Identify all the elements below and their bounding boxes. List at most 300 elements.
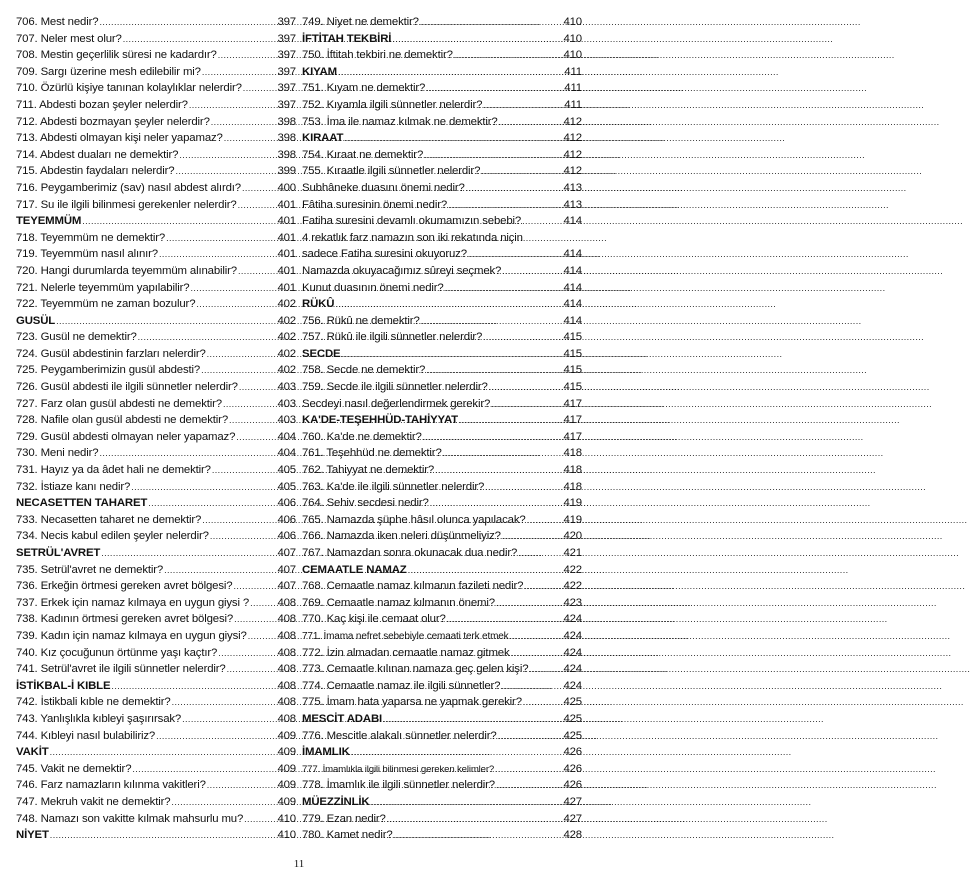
page-number: 11 (293, 858, 305, 870)
toc-page-number: 410 (277, 812, 296, 825)
toc-dot-leader (435, 462, 562, 479)
toc-entry-title: Fâtiha suresinin önemi nedir? (302, 198, 448, 211)
toc-entry (302, 280, 582, 297)
toc-entry-title: KIRAAT (302, 132, 344, 145)
toc-entry (16, 80, 296, 97)
toc-dot-leader (454, 47, 563, 64)
toc-dot-leader (483, 97, 563, 114)
toc-entry (302, 661, 582, 678)
toc-dot-leader (212, 462, 277, 479)
toc-page-number: 423 (563, 596, 582, 609)
toc-entry-title: SETRÜL'AVRET (16, 547, 101, 559)
toc-entry (302, 595, 582, 612)
toc-page-number: 404 (277, 430, 296, 443)
toc-page-number: 397 (277, 65, 296, 78)
toc-entry-title: 762. Tahiyyat ne demektir? (302, 464, 435, 477)
toc-dot-leader (522, 213, 562, 230)
toc-page-number: 424 (563, 629, 582, 642)
toc-page-number: 407 (277, 547, 296, 559)
toc-page-number: 397 (277, 49, 296, 62)
toc-section-heading (16, 827, 296, 844)
toc-page-number: 403 (277, 414, 296, 427)
toc-entry-title: 760. Ka'de ne demektir? (302, 430, 422, 443)
toc-dot-leader (447, 611, 563, 628)
toc-page-number: 412 (563, 115, 582, 128)
toc-page-number: 409 (277, 746, 296, 759)
toc-page-number: 408 (277, 696, 296, 709)
toc-entry-title: 725. Peygamberimizin gusül abdesti? (16, 364, 201, 377)
toc-page-number: 397 (277, 32, 296, 45)
toc-entry (302, 578, 582, 595)
toc-entry (302, 445, 582, 462)
toc-page-number: 408 (277, 596, 296, 609)
toc-dot-leader (172, 694, 277, 711)
toc-dot-leader (466, 180, 563, 197)
toc-page-number: 414 (563, 264, 582, 277)
toc-entry-title: 766. Namazda iken neleri düşünmeliyiz? (302, 530, 501, 543)
toc-entry-title: 726. Gusül abdesti ile ilgili sünnetler nelerdir? (16, 381, 238, 394)
toc-entry-title: 774. Cemaatle namaz ile ilgili sünnetler? (302, 679, 501, 692)
toc-entry-title: 709. Sargı üzerine mesh edilebilir mi? (16, 65, 201, 78)
toc-page-number: 417 (563, 414, 582, 427)
toc-entry (302, 628, 582, 645)
toc-dot-leader (426, 80, 563, 97)
toc-dot-leader (498, 728, 563, 745)
toc-entry (302, 396, 582, 413)
toc-entry-title: 719. Teyemmüm nasıl alınır? (16, 248, 158, 261)
toc-page-number: 402 (277, 314, 296, 327)
toc-page-number: 414 (563, 215, 582, 228)
toc-page-number: 405 (277, 480, 296, 493)
toc-dot-leader (423, 429, 563, 446)
toc-entry (16, 396, 296, 413)
toc-dot-leader (394, 827, 563, 844)
toc-dot-leader (502, 528, 563, 545)
toc-entry-title: 708. Mestin geçerlilik süresi ne kadardır? (16, 49, 217, 62)
toc-dot-leader (202, 512, 276, 529)
toc-dot-leader (207, 777, 277, 794)
toc-entry (302, 827, 582, 844)
toc-section-heading (302, 64, 582, 81)
toc-entry (16, 611, 296, 628)
toc-section-heading (16, 313, 296, 330)
toc-dot-leader (175, 163, 276, 180)
toc-entry-title: 751. Kıyam ne demektir? (302, 82, 426, 95)
toc-entry (16, 14, 296, 31)
toc-entry-title: 763. Ka'de ile ilgili sünnetler nelerdir? (302, 480, 485, 493)
toc-page-number: 408 (277, 663, 296, 676)
toc-entry (16, 512, 296, 529)
toc-entry (16, 628, 296, 645)
toc-entry-title: 745. Vakit ne demektir? (16, 762, 132, 775)
toc-entry (302, 462, 582, 479)
toc-entry-title: 733. Necasetten taharet ne demektir? (16, 513, 202, 526)
toc-entry-title: 737. Erkek için namaz kılmaya en uygun giysi ? (16, 596, 250, 609)
toc-dot-leader (210, 528, 277, 545)
toc-entry (302, 47, 582, 64)
toc-page-number: 409 (277, 762, 296, 775)
toc-entry-title: 777. İmamlıkla ilgili bilinmesi gereken kelimler? (302, 763, 495, 775)
toc-page-number: 410 (563, 16, 582, 28)
toc-dot-leader (448, 197, 562, 214)
toc-entry-title: CEMAATLE NAMAZ (302, 563, 407, 576)
toc-entry-title: 758. Secde ne demektir? (302, 364, 426, 377)
toc-entry (302, 97, 582, 114)
toc-entry-title: 739. Kadın için namaz kılmaya en uygun giysi? (16, 629, 247, 642)
toc-dot-leader (164, 562, 276, 579)
toc-entry (302, 329, 582, 346)
toc-page-number: 401 (277, 231, 296, 244)
toc-section-heading (302, 130, 582, 147)
toc-dot-leader (496, 595, 563, 612)
toc-page-number: 424 (563, 679, 582, 692)
toc-dot-leader (50, 744, 277, 761)
toc-entry (16, 761, 296, 778)
toc-entry-title: TEYEMMÜM (16, 215, 82, 228)
toc-entry-title: 779. Ezan nedir? (302, 812, 386, 825)
toc-entry (16, 180, 296, 197)
toc-page-number: 412 (563, 132, 582, 145)
toc-entry-title: 718. Teyemmüm ne demektir? (16, 231, 166, 244)
toc-page-number: 410 (277, 829, 296, 842)
toc-page-number: 411 (564, 98, 582, 111)
toc-entry (302, 147, 582, 164)
toc-dot-leader (244, 811, 276, 828)
toc-page-number: 410 (563, 49, 582, 62)
toc-entry-title: 728. Nafile olan gusül abdesti ne demektir? (16, 414, 229, 427)
toc-entry-title: 776. Mescitle alakalı sünnetler nelerdir? (302, 729, 497, 742)
toc-entry-title: 715. Abdestin faydaları nelerdir? (16, 165, 175, 178)
toc-entry-title: 713. Abdesti olmayan kişi neler yapamaz? (16, 132, 223, 145)
toc-entry (302, 512, 582, 529)
toc-dot-leader (211, 114, 277, 131)
toc-dot-leader (344, 130, 562, 147)
toc-entry (302, 114, 582, 131)
toc-page-number: 408 (277, 712, 296, 725)
toc-section-heading (16, 495, 296, 512)
toc-entry (16, 329, 296, 346)
toc-entry-title: 740. Kız çocuğunun örtünme yaşı kaçtır? (16, 646, 218, 659)
toc-page-number: 408 (277, 679, 296, 692)
toc-entry-title: VAKİT (16, 746, 49, 759)
toc-entry (302, 777, 582, 794)
toc-section-heading (302, 346, 582, 363)
toc-entry-title: 723. Gusül ne demektir? (16, 331, 137, 344)
toc-entry (302, 230, 582, 247)
toc-entry-title: SECDE (302, 347, 341, 360)
toc-section-heading (302, 794, 582, 811)
toc-entry (16, 595, 296, 612)
toc-page-number: 422 (563, 580, 582, 593)
toc-page-number: 425 (563, 696, 582, 709)
toc-page-number: 399 (277, 165, 296, 178)
toc-dot-leader (239, 379, 277, 396)
toc-entry (16, 412, 296, 429)
toc-page-number: 406 (277, 513, 296, 526)
toc-page-number: 415 (563, 381, 582, 394)
toc-section-heading (16, 213, 296, 230)
toc-dot-leader (156, 728, 276, 745)
toc-page-number: 397 (277, 16, 296, 28)
toc-entry-title: 755. Kıraatle ilgili sünnetler nelerdir? (302, 165, 481, 178)
toc-entry (16, 97, 296, 114)
toc-dot-leader (243, 80, 277, 97)
toc-entry-title: 724. Gusül abdestinin farzları nelerdir? (16, 347, 206, 360)
toc-dot-leader (99, 14, 276, 31)
toc-entry-title: 764. Sehiv secdesi nedir? (302, 497, 429, 510)
toc-page-number: 424 (563, 663, 582, 676)
toc-page-number: 419 (563, 513, 582, 526)
toc-entry-title: 720. Hangi durumlarda teyemmüm alınabilir? (16, 264, 237, 277)
toc-dot-leader (132, 761, 276, 778)
toc-entry (302, 545, 582, 562)
toc-entry-title: 765. Namazda şüphe hâsıl olunca yapılacak? (302, 513, 526, 526)
toc-page-number: 408 (277, 613, 296, 626)
toc-page-number: 409 (277, 795, 296, 808)
toc-dot-leader (82, 213, 276, 230)
toc-dot-leader (443, 445, 563, 462)
toc-page-number: 415 (563, 347, 582, 360)
toc-entry-title: 729. Gusül abdesti olmayan neler yapamaz? (16, 430, 236, 443)
toc-entry (16, 346, 296, 363)
toc-page-number: 424 (563, 646, 582, 659)
toc-entry-title: 775. İmam hata yaparsa ne yapmak gerekir? (302, 696, 522, 709)
toc-entry (16, 263, 296, 280)
toc-dot-leader (148, 495, 276, 512)
toc-dot-leader (250, 595, 276, 612)
toc-dot-leader (207, 346, 277, 363)
toc-dot-leader (495, 761, 562, 778)
toc-entry-title: 730. Meni nedir? (16, 447, 99, 460)
toc-dot-leader (182, 711, 276, 728)
toc-entry (302, 14, 582, 31)
toc-page-number: 401 (277, 264, 296, 277)
toc-entry (16, 230, 296, 247)
table-of-contents (16, 14, 582, 844)
toc-entry (16, 462, 296, 479)
toc-entry-title: 746. Farz namazların kılınma vakitleri? (16, 779, 206, 792)
toc-dot-leader (529, 661, 562, 678)
toc-page-number: 398 (277, 115, 296, 128)
toc-entry-title: KA'DE-TEŞEHHÜD-TAHİYYAT (302, 414, 458, 427)
toc-dot-leader (421, 313, 563, 330)
toc-entry (302, 479, 582, 496)
toc-dot-leader (483, 329, 562, 346)
toc-entry-title: 767. Namazdan sonra okunacak dua nedir? (302, 547, 518, 559)
toc-dot-leader (420, 14, 563, 31)
toc-entry-title: İMAMLIK (302, 746, 350, 759)
toc-page-number: 417 (563, 397, 582, 410)
toc-entry (16, 296, 296, 313)
toc-page-number: 405 (277, 464, 296, 477)
toc-dot-leader (499, 114, 563, 131)
toc-page-number: 426 (563, 762, 582, 775)
toc-page-number: 427 (563, 812, 582, 825)
toc-page-number: 408 (277, 629, 296, 642)
toc-page-number: 409 (277, 729, 296, 742)
toc-page-number: 414 (563, 298, 582, 311)
toc-dot-leader (171, 794, 276, 811)
toc-dot-leader (159, 246, 276, 263)
toc-section-heading (302, 296, 582, 313)
toc-dot-leader (218, 47, 277, 64)
toc-entry-title: MESCİT ADABI (302, 712, 383, 725)
toc-page-number: 415 (563, 364, 582, 377)
toc-page-number: 413 (563, 181, 582, 194)
toc-page-number: 418 (563, 480, 582, 493)
toc-dot-leader (491, 396, 562, 413)
toc-page-number: 414 (563, 281, 582, 294)
toc-entry (16, 694, 296, 711)
toc-page-number: 413 (563, 198, 582, 211)
toc-entry (302, 761, 582, 778)
toc-entry (302, 645, 582, 662)
toc-dot-leader (523, 694, 563, 711)
toc-entry-title: 771. İmama nefret sebebiyle cemaati terk etmek (302, 630, 509, 642)
toc-entry (16, 362, 296, 379)
toc-entry-title: Namazda okuyacağımız sûreyi seçmek? (302, 264, 502, 277)
toc-dot-leader (138, 329, 277, 346)
toc-entry (302, 263, 582, 280)
toc-entry (16, 445, 296, 462)
toc-page-number: 418 (563, 447, 582, 460)
toc-dot-leader (50, 827, 277, 844)
toc-page-number: 412 (563, 148, 582, 161)
toc-dot-leader (233, 578, 276, 595)
toc-page-number: 418 (563, 464, 582, 477)
toc-entry-title: 753. İma ile namaz kılmak ne demektir? (302, 115, 498, 128)
toc-section-heading (302, 31, 582, 48)
toc-page-number: 409 (277, 779, 296, 792)
toc-section-heading (302, 711, 582, 728)
toc-entry-title: 722. Teyemmüm ne zaman bozulur? (16, 298, 196, 311)
toc-section-heading (16, 744, 296, 761)
toc-dot-leader (445, 280, 563, 297)
toc-dot-leader (234, 611, 276, 628)
toc-entry-title: Subhâneke duasını önemi nedir? (302, 181, 465, 194)
toc-page-number: 412 (563, 165, 582, 178)
toc-entry-title: 721. Nelerle teyemmüm yapılabilir? (16, 281, 190, 294)
toc-page-number: 401 (277, 248, 296, 261)
toc-page-number: 401 (277, 198, 296, 211)
toc-entry (16, 280, 296, 297)
toc-page-number: 411 (564, 65, 582, 78)
toc-entry-title: KIYAM (302, 65, 337, 78)
toc-dot-leader (496, 777, 562, 794)
toc-page-number: 415 (563, 331, 582, 344)
toc-entry-title: 773. Cemaatle kılınan namaza geç gelen kişi? (302, 663, 529, 676)
toc-entry (16, 777, 296, 794)
toc-entry (302, 313, 582, 330)
toc-entry-title: sadece Fatiha suresini okuyoruz? (302, 248, 467, 261)
toc-dot-leader (179, 147, 276, 164)
toc-page-number: 406 (277, 497, 296, 510)
toc-entry-title: RÜKÛ (302, 298, 335, 311)
toc-entry-title: 714. Abdest duaları ne demektir? (16, 148, 179, 161)
toc-columns (16, 14, 582, 844)
toc-dot-leader (459, 412, 562, 429)
toc-entry (16, 31, 296, 48)
toc-entry (302, 213, 582, 230)
toc-entry (16, 479, 296, 496)
toc-page-number: 425 (563, 712, 582, 725)
toc-entry-title: 743. Yanlışlıkla kıbleyi şaşırırsak? (16, 712, 182, 725)
toc-entry (302, 246, 582, 263)
toc-entry (16, 528, 296, 545)
toc-entry (302, 80, 582, 97)
toc-dot-leader (502, 263, 562, 280)
toc-entry-title: 757. Rükû ile ilgili sünnetler nelerdir? (302, 331, 483, 344)
toc-entry (16, 147, 296, 164)
toc-dot-leader (190, 280, 276, 297)
toc-page-number: 397 (277, 82, 296, 95)
toc-page-number: 421 (563, 547, 582, 559)
toc-dot-leader (408, 562, 563, 579)
toc-entry-title: 759. Secde ile ilgili sünnetler nelerdir? (302, 381, 488, 394)
toc-dot-leader (218, 645, 276, 662)
toc-entry (302, 528, 582, 545)
toc-dot-leader (510, 628, 563, 645)
toc-section-heading (16, 678, 296, 695)
toc-entry-title: 748. Namazı son vakitte kılmak mahsurlu mu? (16, 812, 244, 825)
toc-entry (16, 246, 296, 263)
toc-page-number: 402 (277, 331, 296, 344)
toc-entry-title: 744. Kıbleyi nasıl bulabiliriz? (16, 729, 156, 742)
toc-dot-leader (166, 230, 276, 247)
toc-entry (302, 429, 582, 446)
toc-dot-leader (238, 197, 277, 214)
toc-entry-title: 742. İstikbali kıble ne demektir? (16, 696, 171, 709)
toc-entry (16, 429, 296, 446)
toc-entry-title: 770. Kaç kişi ile cemaat olur? (302, 613, 446, 626)
toc-page-number: 401 (277, 281, 296, 294)
toc-entry-title: 769. Cemaatle namaz kılmanın önemi? (302, 596, 495, 609)
toc-entry-title: 747. Mekruh vakit ne demektir? (16, 795, 171, 808)
toc-page-number: 403 (277, 397, 296, 410)
toc-page-number: 406 (277, 530, 296, 543)
toc-entry-title: GUSÜL (16, 314, 56, 327)
toc-page-number: 420 (563, 530, 582, 543)
toc-page-number: 428 (563, 829, 582, 842)
toc-entry-title: 731. Hayız ya da âdet hali ne demektir? (16, 464, 211, 477)
toc-page-number: 414 (563, 314, 582, 327)
toc-dot-leader (224, 130, 277, 147)
toc-entry-title: 4 rekatlık farz namazın son iki rekatında niçin (302, 231, 523, 244)
toc-entry-title: 716. Peygamberimiz (sav) nasıl abdest alırdı? (16, 181, 241, 194)
toc-entry (302, 163, 582, 180)
toc-entry (16, 130, 296, 147)
toc-dot-leader (468, 246, 563, 263)
toc-dot-leader (201, 362, 276, 379)
toc-entry-title: Secdeyi nasıl değerlendirmek gerekir? (302, 397, 491, 410)
toc-dot-leader (426, 362, 562, 379)
toc-page-number: 411 (564, 82, 582, 95)
toc-entry-title: 768. Cemaatle namaz kılmanın fazileti nedir? (302, 580, 524, 593)
toc-entry-title: 741. Setrül'avret ile ilgili sünnetler nelerdir? (16, 663, 226, 676)
toc-dot-leader (111, 678, 276, 695)
toc-page-number: 402 (277, 298, 296, 311)
toc-dot-leader (342, 346, 563, 363)
toc-section-heading (302, 562, 582, 579)
toc-entry-title: 738. Kadının örtmesi gereken avret bölgesi? (16, 613, 234, 626)
toc-entry-title: 727. Farz olan gusül abdesti ne demektir? (16, 397, 222, 410)
toc-page-number: 400 (277, 181, 296, 194)
toc-entry-title: 711. Abdesti bozan şeyler nelerdir? (16, 98, 188, 111)
toc-page-number: 407 (277, 563, 296, 576)
toc-entry-title: Fatiha suresini devamlı okumamızın sebebi? (302, 215, 522, 228)
toc-entry-title: 761. Teşehhüd ne demektir? (302, 447, 442, 460)
toc-entry (302, 180, 582, 197)
